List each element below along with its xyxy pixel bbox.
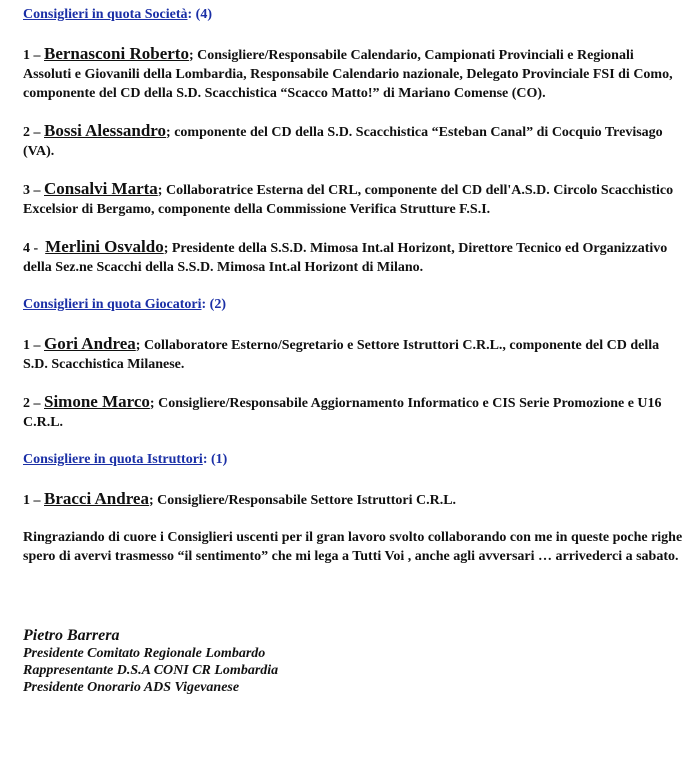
- signature-title: Rappresentante D.S.A CONI CR Lombardia: [23, 663, 279, 678]
- councillor-entry: [23, 179, 683, 219]
- entry-number: 1 –: [23, 338, 44, 353]
- councillor-description: ; Consigliere/Responsabile Calendario, Campionati Provinciali e Regionali Assoluti e Giovanili della Lombardia, Responsabile Calendario nazionale, Delegato Provinciale FSI di Como, componente del CD della S.D. Scacchistica “Scacco Matto!” di Mariano Comense (CO).: [23, 48, 673, 101]
- entry-number: 1 –: [23, 48, 44, 63]
- signature-name: Pietro Barrera: [23, 627, 120, 644]
- section-heading-istruttori: [23, 450, 683, 469]
- councillor-description: ; Collaboratore Esterno/Segretario e Settore Istruttori C.R.L., componente del CD della S.D. Scacchistica Milanese.: [23, 338, 660, 372]
- councillor-entry: [23, 121, 683, 161]
- councillor-description: ; Presidente della S.S.D. Mimosa Int.al Horizont, Direttore Tecnico ed Organizzativo della Sez.ne Scacchi della S.S.D. Mimosa Int.al Horizont di Milano.: [23, 241, 668, 275]
- entry-number: 1 –: [23, 493, 44, 508]
- councillor-entry: [23, 334, 683, 374]
- councillor-name: Simone Marco: [44, 392, 150, 411]
- councillor-name: Merlini Osvaldo: [45, 237, 164, 256]
- councillor-description: ; componente del CD della S.D. Scacchistica “Esteban Canal” di Cocquio Trevisago (VA).: [23, 125, 663, 159]
- councillor-description: ; Consigliere/Responsabile Settore Istruttori C.R.L.: [148, 493, 457, 508]
- councillor-name: Bernasconi Roberto: [44, 44, 189, 63]
- section-heading-societa: [23, 5, 683, 24]
- section-count: : (4): [187, 7, 213, 22]
- entry-number: 3 –: [23, 183, 44, 198]
- councillor-description: ; Collaboratrice Esterna del CRL, componente del CD dell'A.S.D. Circolo Scacchistico Excelsior di Bergamo, componente della Commissione Verifica Strutture F.S.I.: [23, 183, 674, 217]
- councillor-entry: [23, 44, 683, 103]
- section-link-giocatori[interactable]: Consiglieri in quota Giocatori: [23, 297, 202, 312]
- entry-number: 4 -: [23, 241, 46, 256]
- councillor-description: ; Consigliere/Responsabile Aggiornamento Informatico e CIS Serie Promozione e U16 C.R.L.: [23, 396, 662, 430]
- entry-number: 2 –: [23, 396, 44, 411]
- councillor-entry: [23, 489, 683, 510]
- councillor-name: Bracci Andrea: [44, 489, 149, 508]
- entry-number: 2 –: [23, 125, 44, 140]
- section-link-istruttori[interactable]: Consigliere in quota Istruttori: [23, 452, 203, 467]
- signature-title: Presidente Onorario ADS Vigevanese: [23, 680, 240, 695]
- signature-title: Presidente Comitato Regionale Lombardo: [23, 646, 266, 661]
- section-count: : (2): [201, 297, 226, 312]
- councillor-name: Gori Andrea: [44, 334, 136, 353]
- section-count: : (1): [202, 452, 228, 467]
- councillor-name: Consalvi Marta: [44, 179, 158, 198]
- section-link-societa[interactable]: Consiglieri in quota Società: [23, 7, 188, 22]
- councillor-entry: [23, 237, 683, 277]
- councillor-entry: [23, 392, 683, 432]
- closing-paragraph: Ringraziando di cuore i Consiglieri uscenti per il gran lavoro svolto collaborando con me in queste poche righe spero di avervi trasmesso “il sentimento” che mi lega a Tutti Voi , anche agli avversari … arrivederci a sabato.: [23, 530, 683, 564]
- councillor-name: Bossi Alessandro: [44, 121, 167, 140]
- document-body: [23, 5, 683, 696]
- section-heading-giocatori: [23, 295, 683, 314]
